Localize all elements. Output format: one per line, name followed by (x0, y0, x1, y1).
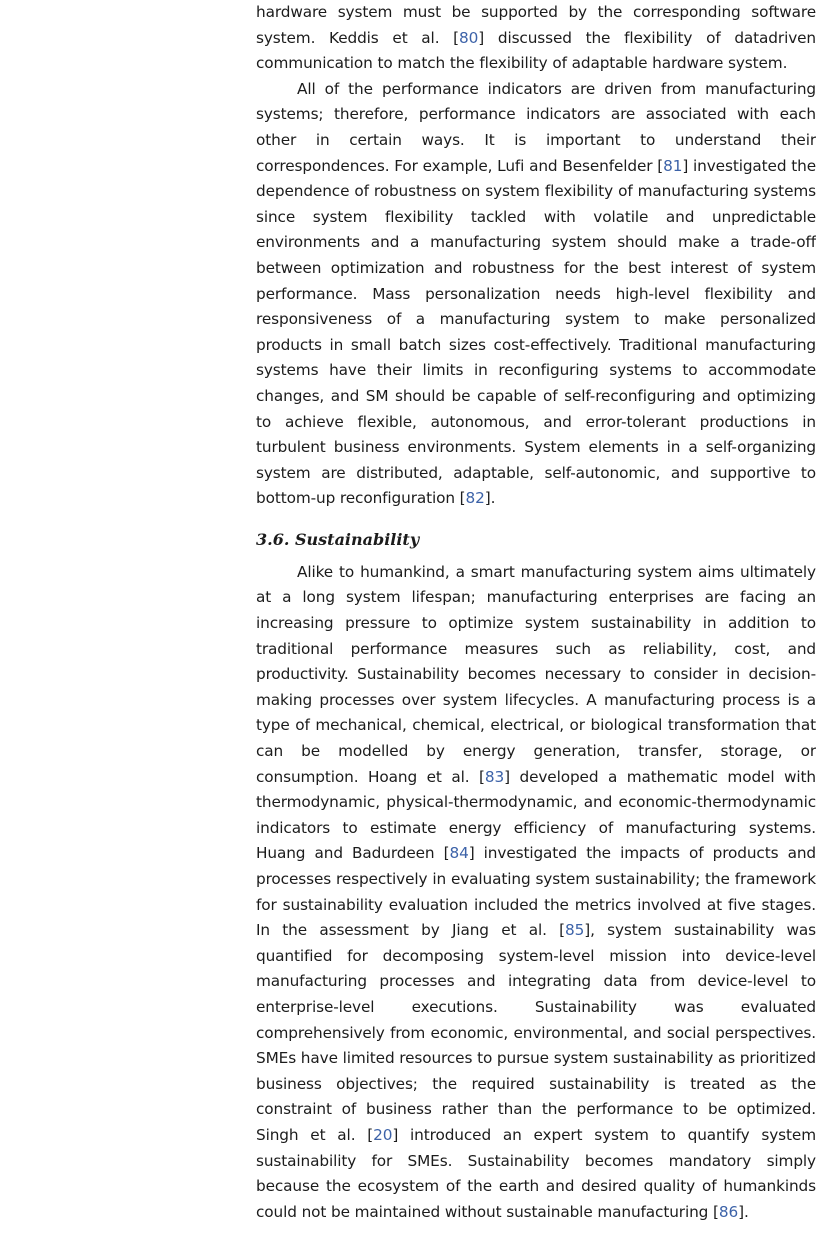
citation-link-86[interactable]: 86 (718, 1202, 739, 1221)
paragraph-text: hardware system must be supported by the corresponding software system. Keddis et al. [ (256, 3, 816, 47)
citation-link-83[interactable]: 83 (484, 767, 505, 786)
paragraph-text: ] discussed the flexibility of datadriven communication to match the flexibility of adaptable hardware system. (256, 28, 816, 73)
paragraph-text: ], system sustainability was quantified for decomposing system-level mission into device-level manufacturing processes and integrating data from device-level to enterprise-level executions. Sustainability was evaluated comprehensively from economic, environmental, and social perspectives. SMEs have limited resources to pursue system sustainability as prioritized business objectives; the required sustainability is treated as the constraint of business rather than the performance to be optimized. Singh et al. [ (256, 921, 816, 1144)
document-page (256, 0, 816, 1225)
paragraph-sustainability (256, 560, 816, 1225)
citation-link-84[interactable]: 84 (449, 844, 469, 863)
citation-link-80[interactable]: 80 (459, 28, 479, 47)
paragraph-text: ] introduced an expert system to quantify system sustainability for SMEs. Sustainability becomes mandatory simply because the ecosystem of the earth and desired quality of humankinds could not be maintained without sustainable manufacturing [ (256, 1125, 816, 1221)
citation-link-81[interactable]: 81 (663, 156, 683, 175)
paragraph-text: All of the performance indicators are driven from manufacturing systems; therefore, performance indicators are associated with each other in certain ways. It is important to understand their correspondences. For example, Lufi and Besenfelder [ (256, 79, 816, 175)
paragraph-text: ] investigated the dependence of robustness on system flexibility of manufacturing systems since system flexibility tackled with volatile and unpredictable environments and a manufacturing system should make a trade-off between optimization and robustness for the best interest of system performance. Mass personalization needs high-level flexibility and responsiveness of a manufacturing system to make personalized products in small batch sizes cost-effectively. Traditional manufacturing systems have their limits in reconfiguring systems to accommodate changes, and SM should be capable of self-reconfiguring and optimizing to achieve flexible, autonomous, and error-tolerant productions in turbulent business environments. System elements in a self-organizing system are distributed, adaptable, self-autonomic, and supportive to bottom-up reconfiguration [ (256, 156, 816, 508)
paragraph-text: ] developed a mathematic model with thermodynamic, physical-thermodynamic, and economic-thermodynamic indicators to estimate energy efficiency of manufacturing systems. Huang and Badurdeen [ (256, 767, 816, 863)
paragraph-text: Alike to humankind, a smart manufacturing system aims ultimately at a long system lifespan; manufacturing enterprises are facing an increasing pressure to optimize system sustainability in addition to traditional performance measures such as reliability, cost, and productivity. Sustainability becomes necessary to consider in decision-making processes over system lifecycles. A manufacturing process is a type of mechanical, chemical, electrical, or biological transformation that can be modelled by energy generation, transfer, storage, or consumption. Hoang et al. [ (256, 562, 816, 786)
section-heading-sustainability: 3.6. Sustainability (256, 529, 420, 549)
citation-link-85[interactable]: 85 (565, 921, 585, 940)
paragraph-text: ]. (484, 489, 496, 508)
citation-link-20[interactable]: 20 (373, 1125, 393, 1144)
paragraph-text: ] investigated the impacts of products and processes respectively in evaluating system sustainability; the framework for sustainability evaluation included the metrics involved at five stages. In the assessment by Jiang et al. [ (256, 844, 816, 940)
paragraph-flexibility-end (256, 0, 816, 77)
paragraph-indicator-correspondence (256, 77, 816, 512)
paragraph-text: ]. (738, 1202, 749, 1221)
citation-link-82[interactable]: 82 (465, 489, 485, 508)
